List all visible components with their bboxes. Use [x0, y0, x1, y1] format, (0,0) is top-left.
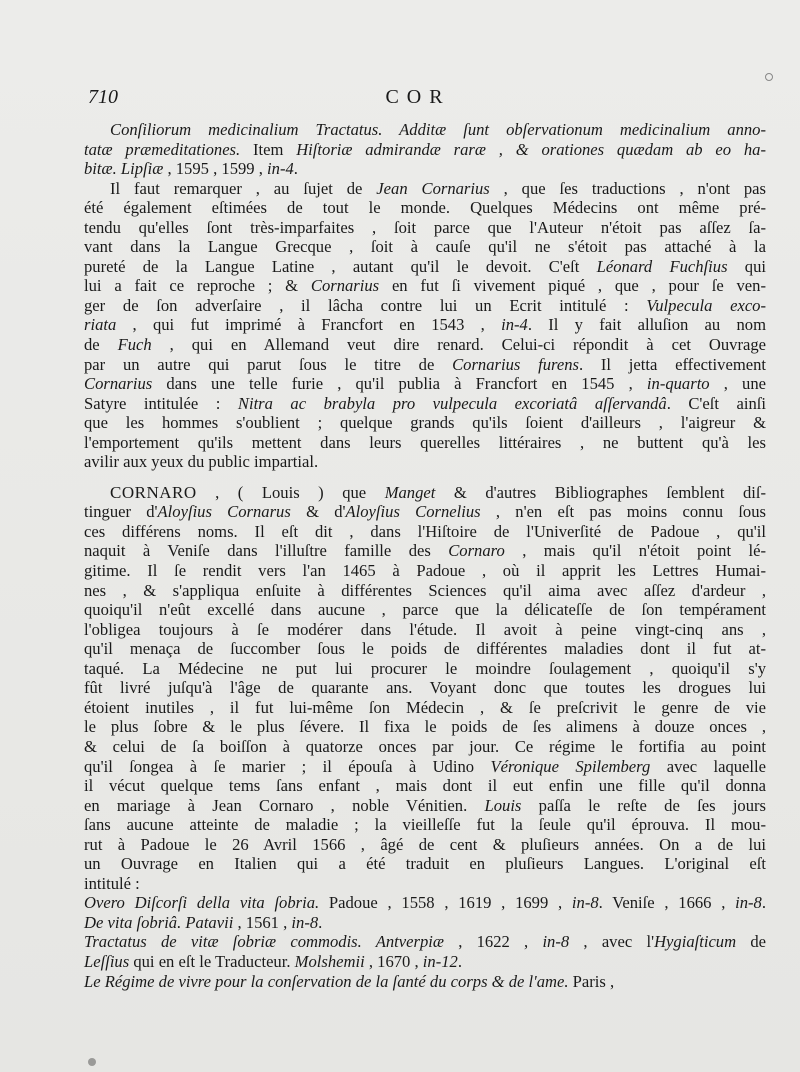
text-line: De vita ſobriâ. Patavii , 1561 , in-8.	[84, 912, 323, 932]
text-line: par un autre qui parut ſous le titre de Cornarius furens. Il jetta effectivement	[84, 354, 766, 374]
text-line: rut à Padoue le 26 Avril 1566 , âgé de cent & pluſieurs années. On a de lui	[84, 834, 766, 854]
entry-cornaro	[84, 483, 766, 893]
text-line: en mariage à Jean Cornaro , noble Vénitien. Louis paſſa le reſte de ſes jours	[84, 795, 766, 815]
text-line: fût livré juſqu'à l'âge de quarante ans. Voyant donc que toutes les drogues lui	[84, 678, 766, 698]
citation-1	[84, 120, 766, 179]
text-line: ſans aucune atteinte de maladie ; la vieilleſſe fut la ſeule qu'il éprouva. Il mou-	[84, 815, 766, 835]
page-header	[88, 86, 748, 110]
running-head: COR	[385, 86, 451, 108]
text-line: Le Régime de vivre pour la conſervation de la ſanté du corps & de l'ame. Paris ,	[84, 971, 615, 991]
text-line: avilir aux yeux du public impartial.	[84, 452, 319, 472]
text-line: taqué. La Médecine ne put lui procurer le moindre ſoulagement , quoiqu'il s'y	[84, 658, 766, 678]
text-line: que les hommes s'oublient ; quelque grands qu'ils ſoient d'ailleurs , l'aigreur &	[84, 413, 766, 433]
text-line: lui a fait ce reproche ; & Cornarius en fut ſi vivement piqué , que , pour ſe ven-	[84, 276, 766, 296]
text-line: Leſſius qui en eſt le Traducteur. Molshemii , 1670 , in-12.	[84, 951, 462, 971]
text-line: il vécut quelque tems ſans enfant , mais dont il eut enfin une fille qu'il donna	[84, 776, 766, 796]
text-line: quoiqu'il n'eût excellé dans aucune , parce que la délicateſſe de ſon tempérament	[84, 600, 766, 620]
text-line: nes , & s'appliqua enſuite à différentes Sciences qu'il aima avec aſſez d'ardeur ,	[84, 580, 766, 600]
text-line: CORNARO , ( Louis ) que Manget & d'autres Bibliographes ſemblent diſ-	[110, 482, 766, 502]
text-line: Overo Diſcorſi della vita ſobria. Padoue , 1558 , 1619 , 1699 , in-8. Veniſe , 1666 , in-8.	[84, 893, 766, 913]
text-line: ces différens noms. Il eſt dit , dans l'Hiſtoire de l'Univerſité de Padoue , qu'il	[84, 521, 766, 541]
paragraph-gap	[84, 472, 766, 483]
text-line: pureté de la Langue Latine , autant qu'il le devoit. C'eſt Léonard Fuchſius qui	[84, 256, 766, 276]
text-line: Satyre intitulée : Nitra ac brabyla pro vulpecula excoriatâ aſſervandâ. C'eſt ainſi	[84, 393, 767, 413]
page-number: 710	[88, 86, 118, 108]
text-line: étoient inutiles , il fut lui-même ſon Médecin , & ſe preſcrivit le genre de vie	[84, 697, 766, 717]
text-line: été également eſtimées de tout le monde. Quelques Médecins ont même pré-	[84, 198, 766, 218]
text-line: riata , qui fut imprimé à Francfort en 1543 , in-4. Il y fait alluſion au nom	[84, 315, 766, 335]
page-blemish	[88, 1058, 96, 1066]
text-line: intitulé :	[84, 873, 140, 893]
citation-3	[84, 932, 766, 971]
text-line: ger de ſon adverſaire , il lâcha contre lui un Ecrit intitulé : Vulpecula exco-	[84, 295, 767, 315]
text-line: l'emportement qu'ils mettent dans leurs querelles littéraires , ne buttent qu'à les	[84, 432, 766, 452]
text-line: le plus ſobre & le plus ſévere. Il fixa le poids de ſes alimens à douze onces ,	[84, 717, 766, 737]
paragraph-cornarius	[84, 179, 766, 472]
text-line: qu'il ſongea à ſe marier ; il épouſa à Udino Véronique Spilemberg avec laquelle	[84, 756, 766, 776]
citation-2	[84, 893, 766, 932]
text-line: & celui de ſa boiſſon à quatorze onces par jour. Ce régime le fortifia au point	[84, 736, 766, 756]
text-line: naquit à Veniſe dans l'illuſtre famille des Cornaro , mais qu'il n'étoit point lé-	[84, 541, 766, 561]
text-line: bitæ. Lipſiæ , 1595 , 1599 , in-4.	[84, 159, 298, 179]
body-text	[84, 120, 766, 991]
text-line: vant dans la Langue Grecque , ſoit à cauſe qu'il ne s'étoit pas attaché à la	[84, 237, 766, 257]
text-line: Conſiliorum medicinalium Tractatus. Additæ ſunt obſervationum medicinalium anno-	[110, 120, 766, 139]
text-line: gitime. Il ſe rendit vers l'an 1465 à Padoue , où il apprit les Lettres Humai-	[84, 561, 766, 581]
text-line: Cornarius dans une telle furie , qu'il publia à Francfort en 1545 , in-quarto , une	[84, 374, 767, 394]
text-line: qu'il menaça de ſuccomber ſous le poids de différentes maladies dont il fut at-	[84, 639, 766, 659]
text-line: un Ouvrage en Italien qui a été traduit en pluſieurs Langues. L'original eſt	[84, 854, 766, 874]
text-line: tatæ præmeditationes. Item Hiſtoriæ admirandæ raræ , & orationes quædam ab eo ha-	[84, 139, 766, 159]
text-line: Tractatus de vitæ ſobriæ commodis. Antverpiæ , 1622 , in-8 , avec l'Hygiaſticum de	[84, 932, 767, 952]
text-line: l'obligea toujours à ſe modérer dans l'étude. Il avoit à peine vingt-cinq ans ,	[84, 619, 766, 639]
text-line: tinguer d'Aloyſius Cornarus & d'Aloyſius Cornelius , n'en eſt pas moins connu ſous	[84, 502, 766, 522]
text-line: Il faut remarquer , au ſujet de Jean Cornarius , que ſes traductions , n'ont pas	[110, 178, 766, 198]
citation-4	[84, 972, 766, 992]
text-line: tendu qu'elles ſont très-imparfaites , ſoit parce que l'Auteur n'étoit pas aſſez ſa-	[84, 217, 766, 237]
page-blemish	[765, 73, 773, 81]
text-line: de Fuch , qui en Allemand veut dire renard. Celui-ci répondit à cet Ouvrage	[84, 335, 767, 355]
